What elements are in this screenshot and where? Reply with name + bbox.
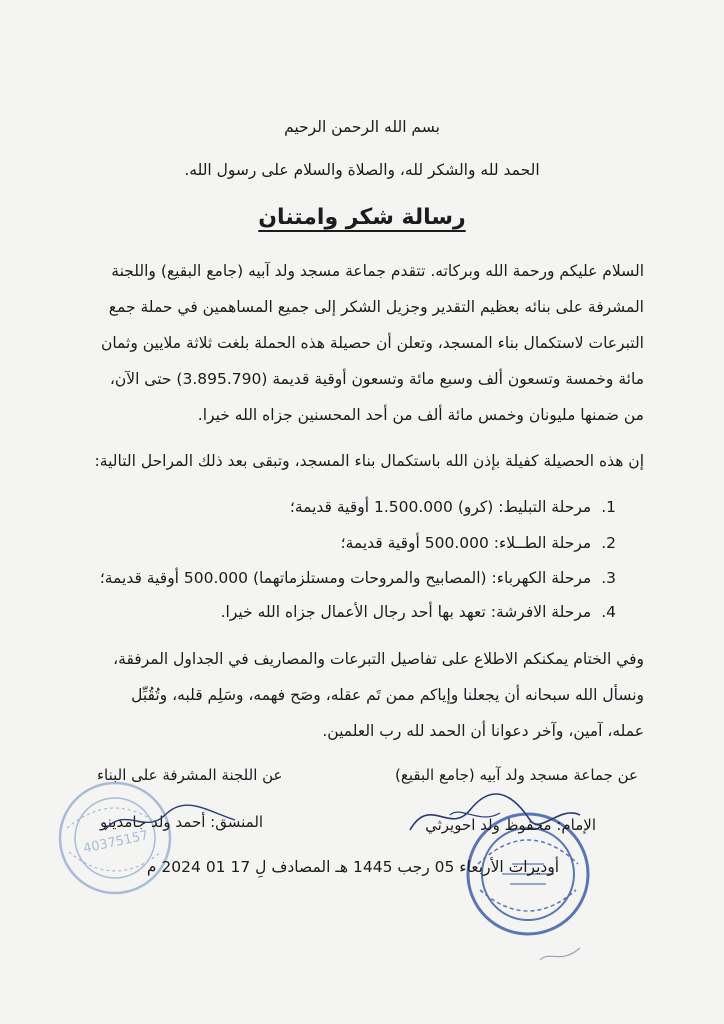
list-text: مرحلة الطــلاء: 500.000 أوقية قديمة؛ [340, 534, 592, 552]
list-item [341, 536, 616, 552]
coordinator-handwritten-signature [95, 795, 245, 845]
mosque-signature-header: عن جماعة مسجد ولد آبيه (جامع البقيع) [395, 766, 638, 784]
basmala: بسم الله الرحمن الرحيم [284, 118, 440, 136]
list-number: 1. [601, 498, 616, 516]
letter-title: رسالة شكر وامتنان [258, 205, 466, 230]
intro-line: المشرفة على بنائه بعظيم التقدير وجزيل الشكر إلى جميع المساهمين في حملة جمع [108, 298, 644, 316]
imam-name: الإمام: محفوظ ولد احويرثي [425, 816, 596, 834]
list-text: مرحلة الكهرباء: (المصابيح والمروحات ومستلزماتهما) 500.000 أوقية قديمة؛ [99, 569, 592, 587]
stages-intro: إن هذه الحصيلة كفيلة بإذن الله باستكمال بناء المسجد، وتبقى بعد ذلك المراحل التالية: [94, 452, 644, 470]
list-number: 2. [601, 534, 616, 552]
list-item [290, 500, 616, 516]
list-text: مرحلة التبليط: (كرو) 1.500.000 أوقية قديمة؛ [289, 498, 592, 516]
closing-line: عمله، آمين، وآخر دعوانا أن الحمد لله رب العلمين. [322, 722, 644, 740]
list-item [100, 571, 616, 587]
closing-line: وفي الختام يمكنكم الاطلاع على تفاصيل التبرعات والمصاريف في الجداول المرفقة، [113, 650, 644, 668]
committee-signature-header: عن اللجنة المشرفة على البناء [97, 766, 283, 784]
list-number: 4. [601, 603, 616, 621]
praise-line: الحمد لله والشكر لله، والصلاة والسلام على رسول الله. [184, 161, 540, 179]
closing-line: ونسأل الله سبحانه أن يجعلنا وإياكم ممن تَم عقله، وصَح فهمه، وسَلِم قلبه، وتُقُبِّل [131, 686, 644, 704]
list-item [221, 605, 616, 621]
intro-line: السلام عليكم ورحمة الله وبركاته. تتقدم جماعة مسجد ولد آبيه (جامع البقيع) واللجنة [111, 262, 644, 280]
intro-line: التبرعات لاستكمال بناء المسجد، وتعلن أن حصيلة هذه الحملة بلغت ثلاثة ملايين وثمان [100, 334, 644, 352]
intro-line: من ضمنها مليونان وخمس مائة ألف من أحد المحسنين جزاه الله خيرا. [197, 406, 644, 424]
list-number: 3. [601, 569, 616, 587]
ink-mark [530, 930, 590, 970]
stamp-number: 40375157 [82, 828, 150, 857]
date-line: أوديرات الأربعاء 05 رجب 1445 هـ المصادف لِ 17 01 2024 م [146, 858, 560, 876]
imam-handwritten-signature [390, 785, 590, 845]
coordinator-name: المنسق: أحمد ولد جامدينو [100, 813, 264, 831]
intro-line: مائة وخمسة وتسعون ألف وسبع مائة وتسعون أوقية قديمة (3.895.790) حتى الآن، [109, 370, 644, 388]
list-text: مرحلة الافرشة: تعهد بها أحد رجال الأعمال جزاه الله خيرا. [220, 603, 592, 621]
